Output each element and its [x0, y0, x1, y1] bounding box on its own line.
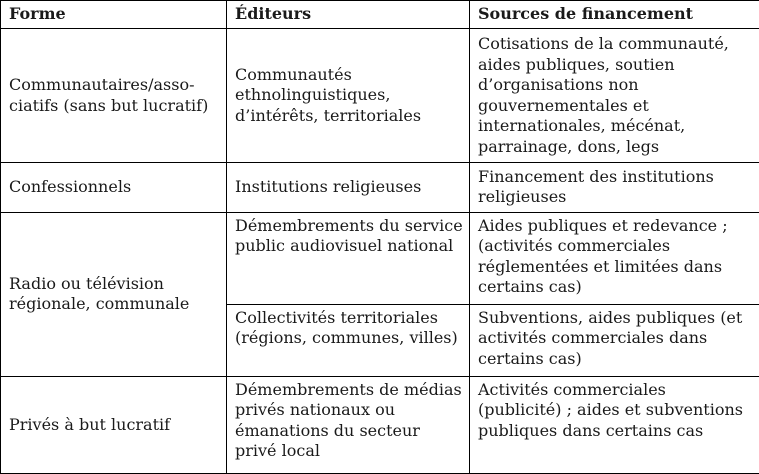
table-row	[1, 163, 759, 213]
table-row	[1, 29, 759, 163]
editeurs-cell: Institutions religieuses	[227, 163, 470, 213]
editeurs-cell: Démembrements du service public audiovisuel national	[227, 212, 470, 304]
forme-cell: Privés à but lucratif	[1, 376, 227, 473]
sources-cell: Activités commerciales (publicité) ; aides et subventions publiques dans certains cas	[470, 376, 759, 473]
header-row	[1, 1, 759, 29]
sources-cell: Subventions, aides publiques (et activités commerciales dans certains cas)	[470, 304, 759, 376]
header-sources: Sources de financement	[470, 1, 759, 29]
forme-cell: Radio ou télévision régionale, communale	[1, 212, 227, 376]
sources-cell: Financement des institutions religieuses	[470, 163, 759, 213]
forme-cell: Communautaires/asso-ciatifs (sans but lucratif)	[1, 29, 227, 163]
table-row	[1, 376, 759, 473]
header-forme: Forme	[1, 1, 227, 29]
sources-cell: Aides publiques et redevance ; (activités commerciales réglementées et limitées dans certains cas)	[470, 212, 759, 304]
editeurs-cell: Démembrements de médias privés nationaux ou émanations du secteur privé local	[227, 376, 470, 473]
editeurs-cell: Collectivités territoriales (régions, communes, villes)	[227, 304, 470, 376]
sources-cell: Cotisations de la communauté, aides publiques, soutien d’organisations non gouvernementales et internationales, mécénat, parrainage, dons, legs	[470, 29, 759, 163]
header-editeurs: Éditeurs	[227, 1, 470, 29]
editeurs-cell: Communautés ethnolinguistiques, d’intérêts, territoriales	[227, 29, 470, 163]
table-row	[1, 212, 759, 304]
forme-cell: Confessionnels	[1, 163, 227, 213]
